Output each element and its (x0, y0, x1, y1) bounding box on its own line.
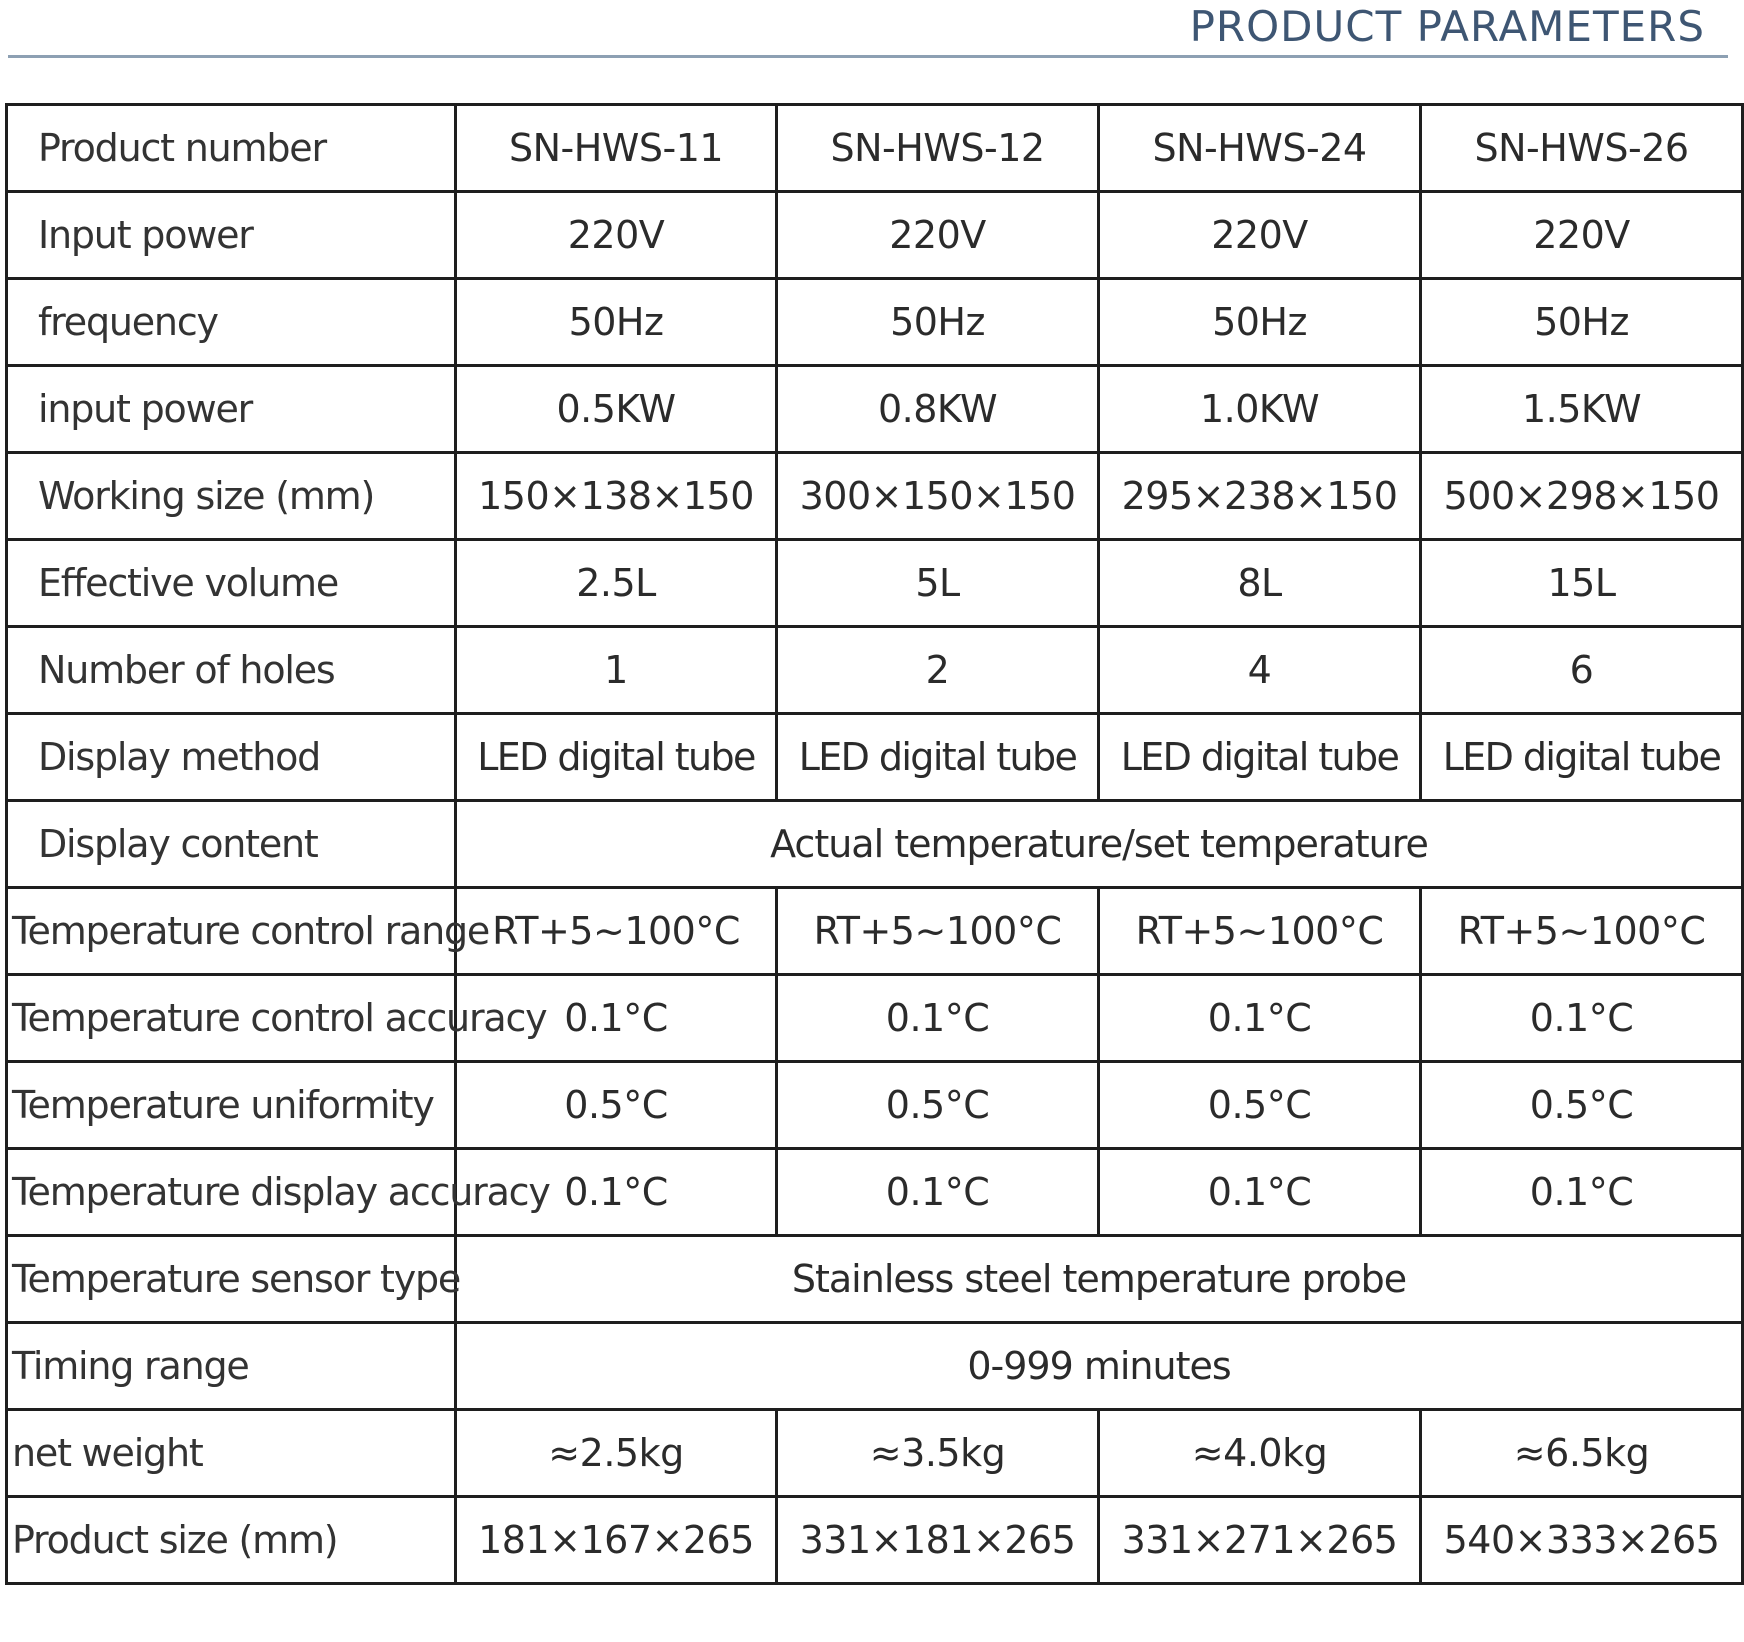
table-cell: 0.1°C (456, 975, 777, 1062)
table-row (7, 627, 1743, 714)
table-cell: 0.1°C (1421, 975, 1743, 1062)
table-row (7, 192, 1743, 279)
table-cell: SN-HWS-11 (456, 105, 777, 192)
table-row (7, 366, 1743, 453)
table-cell: 50Hz (1099, 279, 1421, 366)
table-cell: 0.5°C (1099, 1062, 1421, 1149)
table-cell: 0.5°C (1421, 1062, 1743, 1149)
row-label: Product size (mm) (7, 1497, 456, 1584)
table-cell: SN-HWS-26 (1421, 105, 1743, 192)
table-cell: 15L (1421, 540, 1743, 627)
table-row (7, 1497, 1743, 1584)
table-cell: 5L (777, 540, 1099, 627)
row-label: frequency (7, 279, 456, 366)
row-label: Product number (7, 105, 456, 192)
table-cell: 331×181×265 (777, 1497, 1099, 1584)
table-cell: RT+5~100°C (1421, 888, 1743, 975)
table-cell: 50Hz (456, 279, 777, 366)
table-cell-merged: 0-999 minutes (456, 1323, 1743, 1410)
table-row (7, 1149, 1743, 1236)
table-row (7, 540, 1743, 627)
table-cell: 1 (456, 627, 777, 714)
page-title: PRODUCT PARAMETERS (1189, 2, 1705, 51)
table-cell: 2.5L (456, 540, 777, 627)
table-cell: RT+5~100°C (1099, 888, 1421, 975)
row-label: Temperature control accuracy (7, 975, 456, 1062)
table-row (7, 1236, 1743, 1323)
table-cell: 1.5KW (1421, 366, 1743, 453)
table-cell: 220V (456, 192, 777, 279)
row-label: Temperature sensor type (7, 1236, 456, 1323)
table-cell: 0.1°C (777, 1149, 1099, 1236)
table-cell: 295×238×150 (1099, 453, 1421, 540)
table-row (7, 105, 1743, 192)
row-label: input power (7, 366, 456, 453)
table-row (7, 1410, 1743, 1497)
table-cell: 500×298×150 (1421, 453, 1743, 540)
table-cell: 0.8KW (777, 366, 1099, 453)
table-row (7, 453, 1743, 540)
table-cell: ≈6.5kg (1421, 1410, 1743, 1497)
table-row (7, 1323, 1743, 1410)
table-cell: 6 (1421, 627, 1743, 714)
table-cell: ≈4.0kg (1099, 1410, 1421, 1497)
row-label: net weight (7, 1410, 456, 1497)
table-cell: LED digital tube (1099, 714, 1421, 801)
table-cell: 220V (1421, 192, 1743, 279)
row-label: Timing range (7, 1323, 456, 1410)
table-cell: 220V (1099, 192, 1421, 279)
table-cell: 1.0KW (1099, 366, 1421, 453)
table-row (7, 975, 1743, 1062)
table-cell: 0.1°C (1421, 1149, 1743, 1236)
table-cell: RT+5~100°C (777, 888, 1099, 975)
table-cell: 4 (1099, 627, 1421, 714)
row-label: Effective volume (7, 540, 456, 627)
table-row (7, 801, 1743, 888)
table-cell-merged: Actual temperature/set temperature (456, 801, 1743, 888)
row-label: Display content (7, 801, 456, 888)
table-cell: 220V (777, 192, 1099, 279)
table-cell: 0.1°C (456, 1149, 777, 1236)
table-cell: ≈2.5kg (456, 1410, 777, 1497)
table-cell: LED digital tube (1421, 714, 1743, 801)
table-cell: 0.1°C (777, 975, 1099, 1062)
row-label: Temperature display accuracy (7, 1149, 456, 1236)
row-label: Working size (mm) (7, 453, 456, 540)
table-cell: 181×167×265 (456, 1497, 777, 1584)
table-row (7, 714, 1743, 801)
table-cell: 150×138×150 (456, 453, 777, 540)
row-label: Temperature control range (7, 888, 456, 975)
product-parameters-table (5, 103, 1744, 1585)
table-cell-merged: Stainless steel temperature probe (456, 1236, 1743, 1323)
table-cell: 331×271×265 (1099, 1497, 1421, 1584)
row-label: Number of holes (7, 627, 456, 714)
row-label: Display method (7, 714, 456, 801)
row-label: Input power (7, 192, 456, 279)
table-cell: 0.1°C (1099, 1149, 1421, 1236)
table-row (7, 279, 1743, 366)
table-cell: SN-HWS-24 (1099, 105, 1421, 192)
row-label: Temperature uniformity (7, 1062, 456, 1149)
table-cell: LED digital tube (456, 714, 777, 801)
title-divider (8, 55, 1728, 58)
table-cell: 50Hz (1421, 279, 1743, 366)
table-cell: 50Hz (777, 279, 1099, 366)
table-cell: 0.5KW (456, 366, 777, 453)
table-cell: 0.1°C (1099, 975, 1421, 1062)
table-cell: 540×333×265 (1421, 1497, 1743, 1584)
table-cell: 0.5°C (777, 1062, 1099, 1149)
table-cell: ≈3.5kg (777, 1410, 1099, 1497)
table-cell: 0.5°C (456, 1062, 777, 1149)
table-cell: RT+5~100°C (456, 888, 777, 975)
table-row (7, 888, 1743, 975)
table-cell: SN-HWS-12 (777, 105, 1099, 192)
table-row (7, 1062, 1743, 1149)
table-cell: LED digital tube (777, 714, 1099, 801)
table-cell: 2 (777, 627, 1099, 714)
table-cell: 300×150×150 (777, 453, 1099, 540)
table-cell: 8L (1099, 540, 1421, 627)
